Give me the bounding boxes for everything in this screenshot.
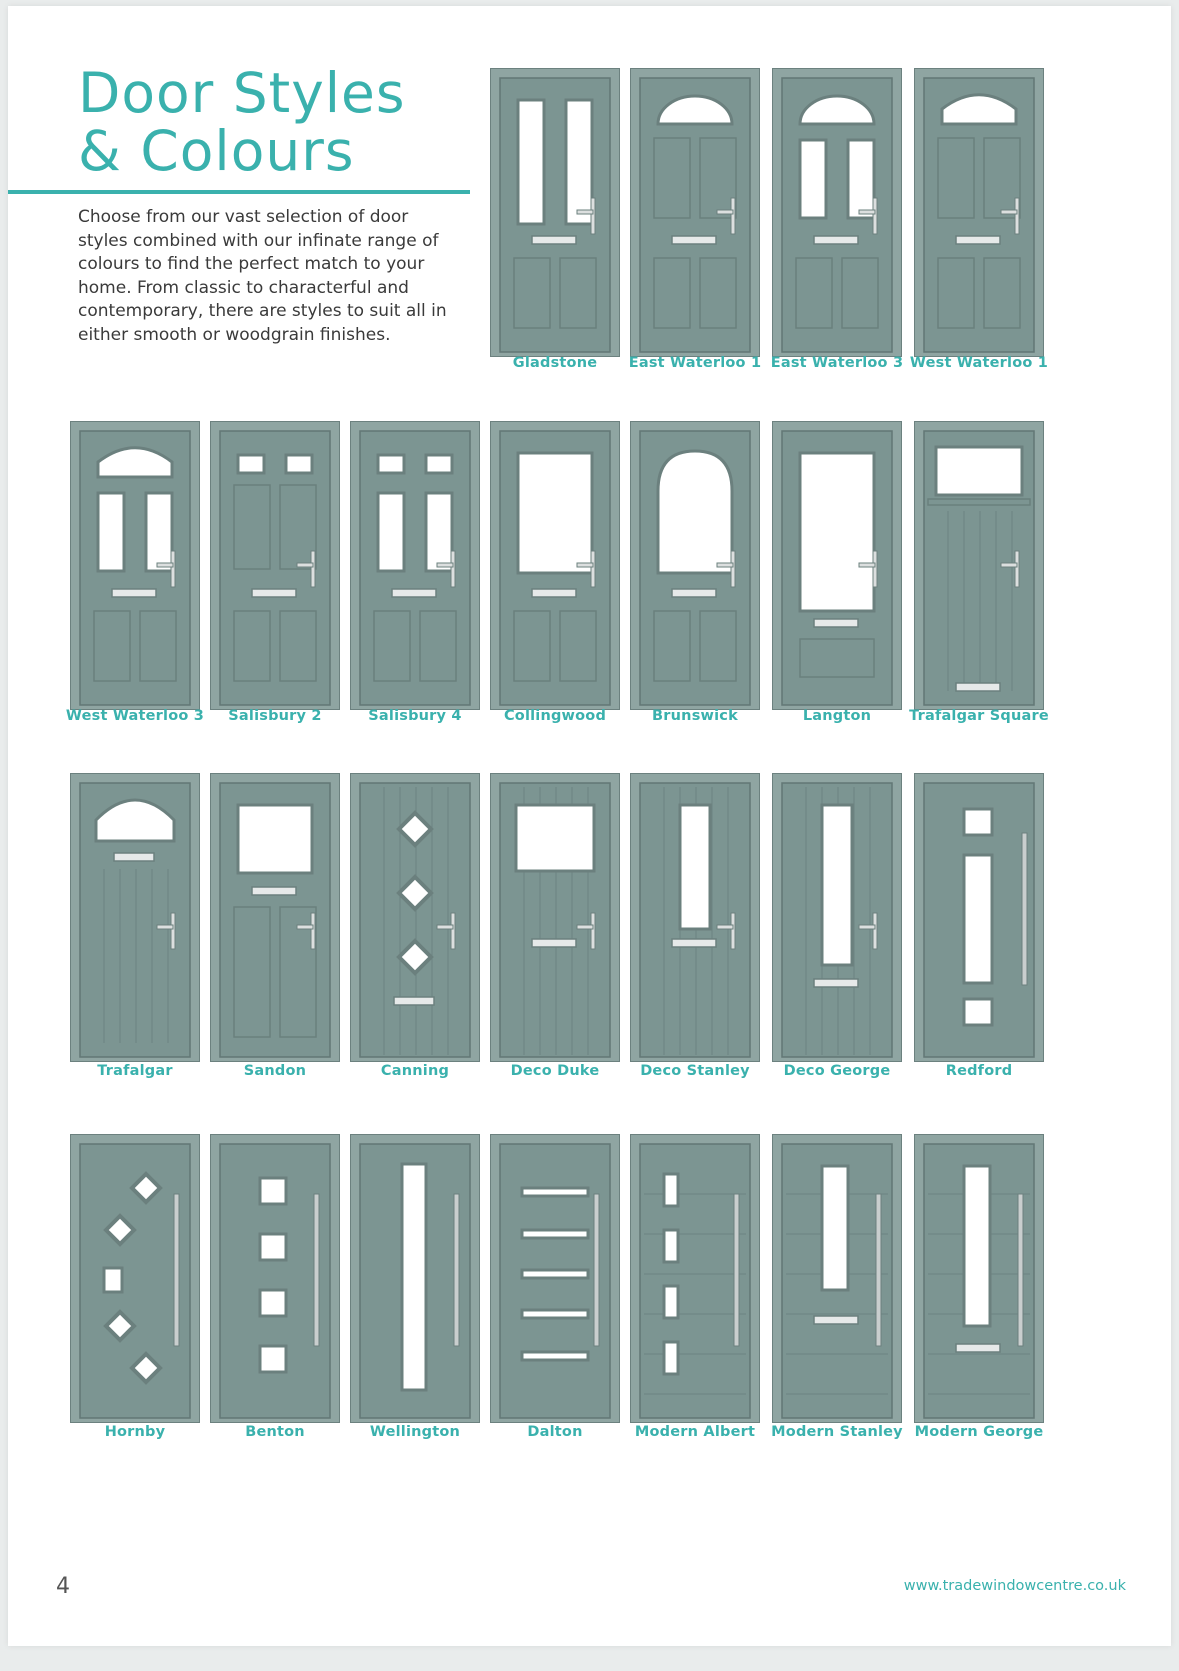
door-label-canning: Canning — [380, 1063, 450, 1079]
title-line-1: Door Styles — [78, 61, 406, 125]
door-label-west-waterloo-3: West Waterloo 3 — [65, 708, 205, 724]
door-benton — [210, 1134, 340, 1423]
door-deco-duke-illustration — [490, 773, 620, 1062]
title-underline — [8, 190, 470, 194]
door-label-east-waterloo-1: East Waterloo 1 — [628, 355, 762, 371]
door-west-waterloo-3 — [70, 421, 200, 710]
door-deco-stanley — [630, 773, 760, 1062]
door-hornby-illustration — [70, 1134, 200, 1423]
door-label-wellington: Wellington — [369, 1424, 461, 1440]
door-modern-albert-illustration — [630, 1134, 760, 1423]
door-label-gladstone: Gladstone — [512, 355, 598, 371]
door-collingwood — [490, 421, 620, 710]
door-label-deco-duke: Deco Duke — [510, 1063, 600, 1079]
door-salisbury-2 — [210, 421, 340, 710]
door-label-salisbury-2: Salisbury 2 — [228, 708, 322, 724]
door-deco-stanley-illustration — [630, 773, 760, 1062]
door-trafalgar — [70, 773, 200, 1062]
door-salisbury-4-illustration — [350, 421, 480, 710]
door-label-dalton: Dalton — [527, 1424, 583, 1440]
door-modern-albert — [630, 1134, 760, 1423]
door-canning-illustration — [350, 773, 480, 1062]
door-east-waterloo-3-illustration — [772, 68, 902, 357]
page-number: 4 — [56, 1574, 70, 1599]
door-wellington-illustration — [350, 1134, 480, 1423]
door-label-trafalgar-square: Trafalgar Square — [909, 708, 1049, 724]
door-west-waterloo-1-illustration — [914, 68, 1044, 357]
door-label-benton: Benton — [245, 1424, 305, 1440]
door-salisbury-2-illustration — [210, 421, 340, 710]
door-collingwood-illustration — [490, 421, 620, 710]
website-url[interactable]: www.tradewindowcentre.co.uk — [903, 1578, 1126, 1594]
door-modern-stanley — [772, 1134, 902, 1423]
door-canning — [350, 773, 480, 1062]
door-redford — [914, 773, 1044, 1062]
door-benton-illustration — [210, 1134, 340, 1423]
door-west-waterloo-1 — [914, 68, 1044, 357]
door-east-waterloo-1-illustration — [630, 68, 760, 357]
door-brunswick-illustration — [630, 421, 760, 710]
door-wellington — [350, 1134, 480, 1423]
door-label-collingwood: Collingwood — [503, 708, 607, 724]
door-deco-george — [772, 773, 902, 1062]
door-trafalgar-square-illustration — [914, 421, 1044, 710]
door-label-redford: Redford — [945, 1063, 1013, 1079]
door-trafalgar-square — [914, 421, 1044, 710]
door-label-langton: Langton — [802, 708, 872, 724]
door-label-deco-stanley: Deco Stanley — [640, 1063, 750, 1079]
door-east-waterloo-3 — [772, 68, 902, 357]
door-modern-george-illustration — [914, 1134, 1044, 1423]
door-deco-george-illustration — [772, 773, 902, 1062]
door-sandon-illustration — [210, 773, 340, 1062]
door-label-salisbury-4: Salisbury 4 — [368, 708, 462, 724]
door-langton-illustration — [772, 421, 902, 710]
door-gladstone-illustration — [490, 68, 620, 357]
door-label-sandon: Sandon — [243, 1063, 307, 1079]
door-modern-stanley-illustration — [772, 1134, 902, 1423]
door-dalton-illustration — [490, 1134, 620, 1423]
door-langton — [772, 421, 902, 710]
door-hornby — [70, 1134, 200, 1423]
door-west-waterloo-3-illustration — [70, 421, 200, 710]
page-title — [78, 61, 406, 183]
door-redford-illustration — [914, 773, 1044, 1062]
door-label-brunswick: Brunswick — [652, 708, 738, 724]
door-modern-george — [914, 1134, 1044, 1423]
title-line-2: & Colours — [78, 119, 355, 183]
door-east-waterloo-1 — [630, 68, 760, 357]
door-label-modern-stanley: Modern Stanley — [771, 1424, 903, 1440]
door-gladstone — [490, 68, 620, 357]
door-label-modern-albert: Modern Albert — [634, 1424, 756, 1440]
intro-paragraph: Choose from our vast selection of door styles combined with our infinate range of colours to find the perfect match to your home. From classic to characterful and contemporary, there are styles to suit all in either smooth or woodgrain finishes. — [78, 207, 447, 345]
door-label-deco-george: Deco George — [783, 1063, 891, 1079]
door-dalton — [490, 1134, 620, 1423]
door-brunswick — [630, 421, 760, 710]
door-label-east-waterloo-3: East Waterloo 3 — [770, 355, 904, 371]
door-label-modern-george: Modern George — [914, 1424, 1044, 1440]
door-trafalgar-illustration — [70, 773, 200, 1062]
door-label-hornby: Hornby — [104, 1424, 166, 1440]
door-label-trafalgar: Trafalgar — [97, 1063, 173, 1079]
door-salisbury-4 — [350, 421, 480, 710]
brochure-page — [8, 6, 1171, 1646]
door-sandon — [210, 773, 340, 1062]
door-label-west-waterloo-1: West Waterloo 1 — [909, 355, 1049, 371]
door-deco-duke — [490, 773, 620, 1062]
